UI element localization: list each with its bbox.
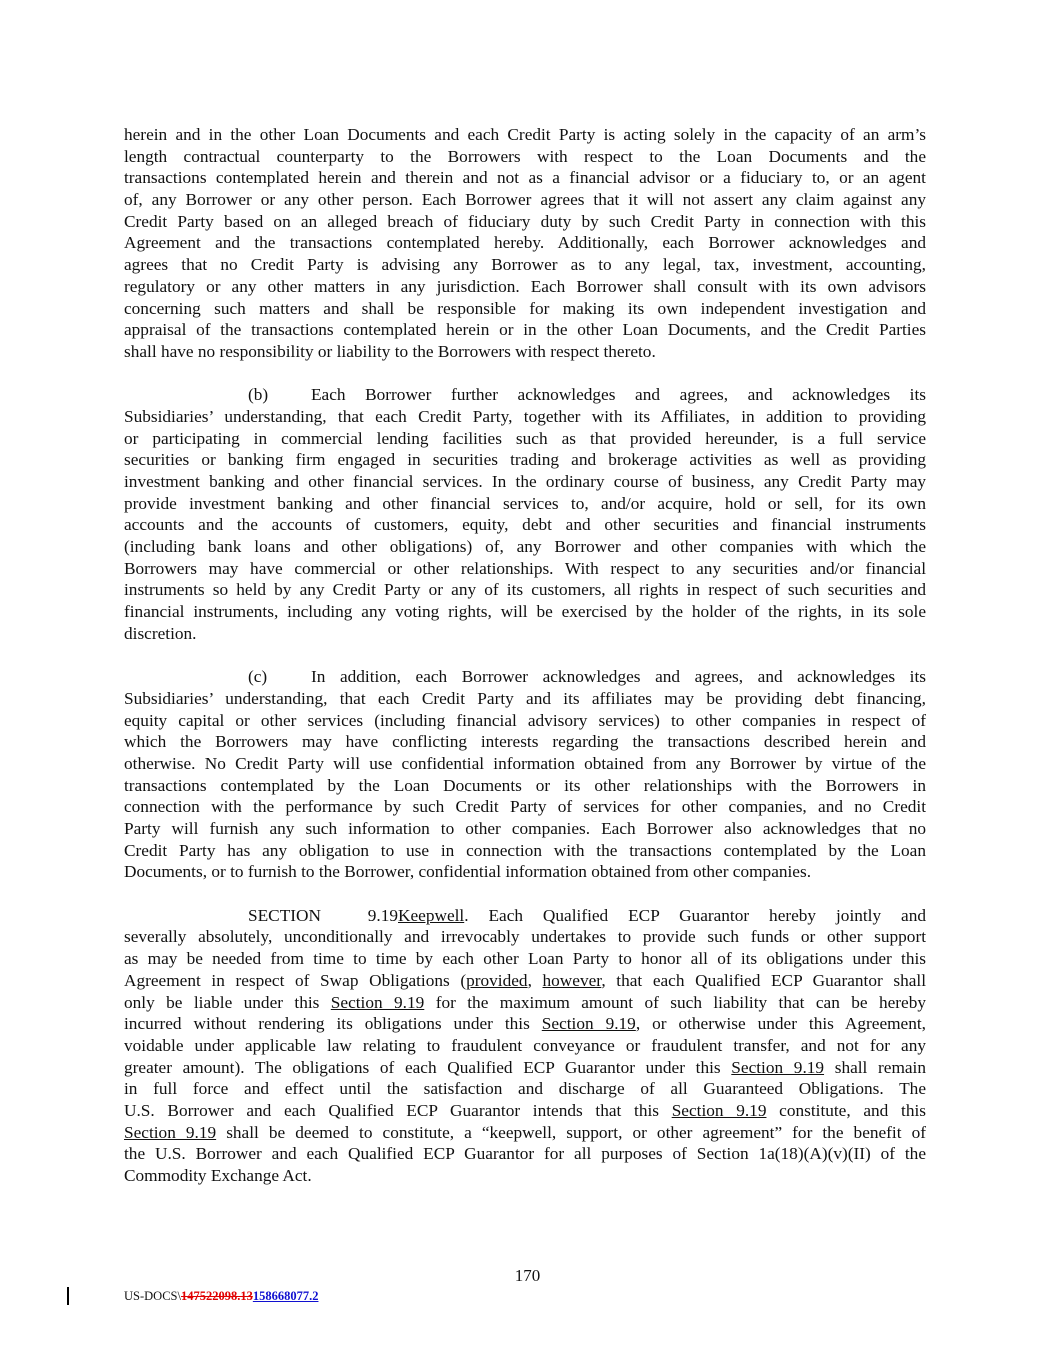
text-segment: shall remain: [824, 1057, 926, 1077]
text-segment: . Each Qualified ECP Guarantor hereby jointly and: [464, 905, 926, 925]
text-line: concerning such matters and shall be responsible for making its own independent investigation and: [124, 298, 926, 318]
first-line-text: In addition, each Borrower acknowledges and agrees, and acknowledges its: [311, 667, 926, 687]
text-line: length contractual counterparty to the Borrowers with respect to the Loan Documents and the: [124, 146, 926, 166]
first-line-text: Each Borrower further acknowledges and agrees, and acknowledges its: [311, 385, 926, 405]
text-segment: constitute, and this: [766, 1100, 926, 1120]
text-line: Commodity Exchange Act.: [124, 1166, 312, 1185]
text-line: [124, 1057, 926, 1079]
document-body: [124, 124, 926, 1208]
paragraph-label: (b): [248, 385, 269, 405]
text-line: appraisal of the transactions contemplated herein or in the other Loan Documents, and the Credit Parties: [124, 320, 926, 340]
text-line: accounts and the accounts of customers, equity, debt and other securities and financial instruments: [124, 515, 926, 535]
paragraph-label: SECTION 9.19: [248, 905, 398, 925]
text-line: otherwise. No Credit Party will use confidential information obtained from any Borrower by virtue of the: [124, 753, 926, 773]
underlined-reference: Section 9.19: [330, 992, 425, 1012]
text-line: [124, 992, 926, 1014]
text-line: transactions contemplated herein and therein and not as a financial advisor or a fiduciary to, or an agent: [124, 168, 926, 188]
text-line: Credit Party has any obligation to use in connection with the transactions contemplated by the Loan: [124, 840, 926, 860]
document-footer-id: [124, 1289, 318, 1304]
text-line: Documents, or to furnish to the Borrower, confidential information obtained from other companies.: [124, 862, 812, 882]
page-number: 170: [514, 1266, 541, 1285]
text-line: Agreement and the transactions contemplated hereby. Additionally, each Borrower acknowledges and: [124, 233, 926, 253]
text-line: equity capital or other services (including financial advisory services) to other companies in respect of: [124, 710, 926, 730]
text-line: Subsidiaries’ understanding, that each Credit Party and its affiliates may be providing debt financing,: [124, 688, 926, 708]
text-line: discretion.: [124, 623, 197, 643]
text-line: [124, 970, 926, 992]
change-bar: [67, 1287, 69, 1305]
paragraph-label: (c): [248, 667, 268, 687]
text-segment: for the maximum amount of such liability that can be hereby: [424, 992, 926, 1012]
text-line: voidable under applicable law relating to fraudulent conveyance or fraudulent transfer, and not for any: [124, 1035, 926, 1055]
text-line: transactions contemplated by the Loan Documents or its other relationships with the Borrowers in: [124, 775, 926, 795]
paragraph-first-line: [124, 666, 926, 688]
paragraph: [124, 384, 926, 644]
text-line: [124, 1013, 926, 1035]
text-line: [124, 1100, 926, 1122]
text-segment: , or otherwise under this Agreement,: [635, 1014, 926, 1034]
text-line: (including bank loans and other obligations) of, any Borrower and other companies with which the: [124, 537, 926, 557]
first-line-text: [398, 905, 926, 927]
text-segment: only be liable under this: [124, 992, 331, 1012]
text-line: agrees that no Credit Party is advising any Borrower as to any legal, tax, investment, accounting,: [124, 255, 926, 275]
text-line: Party will furnish any such information to other companies. Each Borrower also acknowledges that no: [124, 819, 926, 838]
text-line: severally absolutely, unconditionally and irrevocably undertakes to provide such funds or other support: [124, 927, 926, 947]
underlined-reference: however: [542, 970, 602, 990]
text-line: which the Borrowers may have conflicting interests regarding the transactions described herein and: [124, 732, 926, 752]
text-line: provide investment banking and other financial services to, and/or acquire, hold or sell, for its own: [124, 493, 926, 513]
text-line: in full force and effect until the satisfaction and discharge of all Guaranteed Obligations. The: [124, 1079, 926, 1099]
underlined-reference: Section 9.19: [731, 1057, 825, 1077]
underlined-reference: Section 9.19: [124, 1122, 217, 1142]
text-segment: U.S. Borrower and each Qualified ECP Guarantor intends that this: [124, 1100, 672, 1120]
text-line: connection with the performance by such Credit Party of services for other companies, and no Credit: [124, 797, 926, 817]
text-line: as may be needed from time to time by each other Loan Party to honor all of its obligations under this: [124, 949, 926, 969]
text-segment: ,: [527, 970, 543, 990]
paragraph: [124, 124, 926, 363]
text-line: investment banking and other financial services. In the ordinary course of business, any Credit Party may: [124, 472, 926, 491]
underlined-reference: Keepwell: [398, 905, 465, 925]
text-line: [124, 1122, 926, 1144]
text-segment: greater amount). The obligations of each Qualified ECP Guarantor under this: [124, 1057, 732, 1077]
text-line: regulatory or any other matters in any jurisdiction. Each Borrower shall consult with its own advisors: [124, 276, 926, 296]
paragraph-first-line: [124, 384, 926, 406]
underlined-reference: Section 9.19: [541, 1014, 636, 1034]
text-line: herein and in the other Loan Documents and each Credit Party is acting solely in the capacity of an arm’s: [124, 125, 926, 144]
text-segment: shall be deemed to constitute, a “keepwell, support, or other agreement” for the benefit of: [216, 1122, 926, 1142]
text-line: Credit Party based on an alleged breach of fiduciary duty by such Credit Party in connection with this: [124, 211, 926, 231]
text-line: shall have no responsibility or liability to the Borrowers with respect thereto.: [124, 341, 656, 361]
underlined-reference: provided: [466, 970, 528, 990]
paragraph: [124, 666, 926, 883]
text-line: of, any Borrower or any other person. Each Borrower agrees that it will not assert any claim against any: [124, 190, 926, 210]
text-line: Borrowers may have commercial or other relationships. With respect to any securities and/or financial: [124, 558, 926, 578]
doc-prefix: US-DOCS\: [124, 1289, 181, 1303]
text-line: Subsidiaries’ understanding, that each Credit Party, together with its Affiliates, in addition to providing: [124, 406, 926, 426]
text-line: securities or banking firm engaged in securities trading and brokerage activities as well as providing: [124, 450, 926, 470]
paragraph-first-line: [124, 905, 926, 927]
underlined-reference: Section 9.19: [671, 1100, 767, 1120]
text-line: or participating in commercial lending facilities such as that provided hereunder, is a full service: [124, 428, 926, 448]
paragraph: [124, 905, 926, 1187]
inserted-doc-id: 158668077.2: [252, 1289, 319, 1303]
text-segment: Agreement in respect of Swap Obligations (: [124, 970, 467, 990]
text-segment: , that each Qualified ECP Guarantor shall: [601, 970, 926, 990]
text-line: the U.S. Borrower and each Qualified ECP Guarantor for all purposes of Section 1a(18)(A)(v)(II) of the: [124, 1144, 926, 1164]
text-line: financial instruments, including any voting rights, will be exercised by the holder of the rights, in its sole: [124, 602, 926, 622]
deleted-doc-id: 147522098.13: [180, 1289, 253, 1303]
text-line: instruments so held by any Credit Party or any of its customers, all rights in respect of such securities and: [124, 580, 926, 600]
text-segment: incurred without rendering its obligations under this: [124, 1014, 542, 1034]
